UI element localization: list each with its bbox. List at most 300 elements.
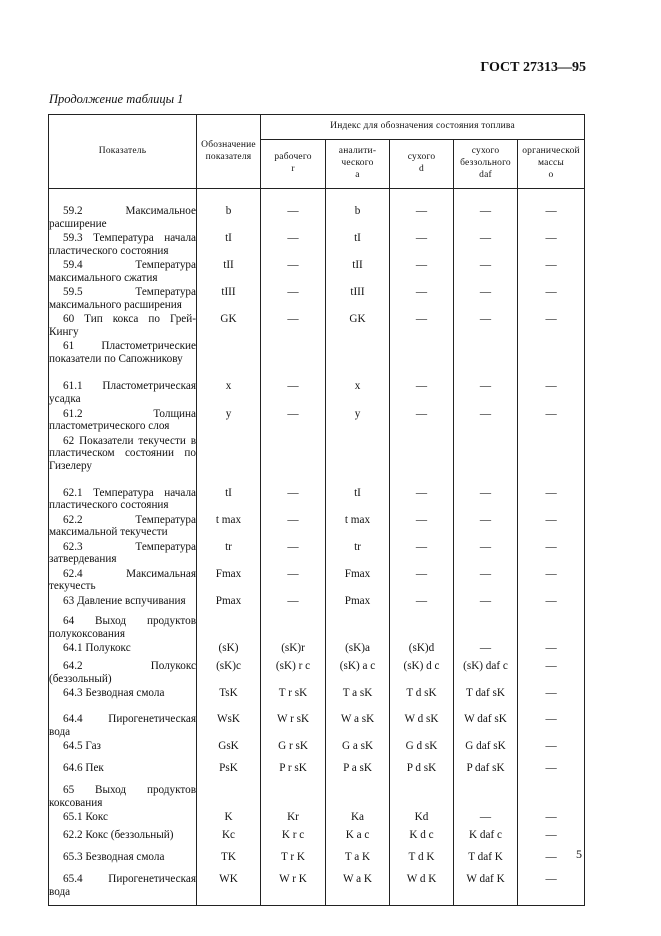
index-cell-daf xyxy=(454,487,518,514)
index-cell-daf xyxy=(454,642,518,660)
index-cell-a xyxy=(326,829,390,851)
cell-value: P a sK xyxy=(343,762,372,775)
designation-cell xyxy=(197,514,261,541)
cell-value: Kd xyxy=(414,811,429,824)
cell-value: P daf sK xyxy=(466,762,505,775)
indicator-cell xyxy=(49,435,197,487)
index-cell-r xyxy=(261,873,326,905)
index-cell-r xyxy=(261,829,326,851)
table-row xyxy=(49,541,585,568)
indicator-cell xyxy=(49,340,197,380)
index-cell-o xyxy=(518,642,585,660)
index-cell-a xyxy=(326,713,390,740)
cell-value: — xyxy=(415,313,428,326)
cell-value: — xyxy=(479,595,492,608)
index-cell-d xyxy=(390,568,454,595)
index-cell-a xyxy=(326,660,390,687)
index-cell-r xyxy=(261,435,326,487)
table-row xyxy=(49,259,585,286)
table-row xyxy=(49,514,585,541)
column-header-indicator: Показатель xyxy=(49,115,197,189)
cell-value: x xyxy=(354,380,361,393)
table-row xyxy=(49,642,585,660)
index-cell-o xyxy=(518,514,585,541)
cell-value: K r c xyxy=(281,829,305,842)
cell-value: Kr xyxy=(287,811,299,824)
index-cell-a xyxy=(326,687,390,713)
indicator-text: 65 Выход продуктов коксования xyxy=(49,784,196,809)
index-cell-daf xyxy=(454,313,518,340)
designation-cell xyxy=(197,205,261,232)
index-cell-o xyxy=(518,541,585,568)
index-cell-a xyxy=(326,313,390,340)
cell-value: tIII xyxy=(221,286,236,299)
cell-value: K daf c xyxy=(469,829,502,842)
cell-value: tI xyxy=(354,486,361,499)
index-cell-o xyxy=(518,851,585,873)
index-cell-d xyxy=(390,660,454,687)
cell-value: — xyxy=(545,595,557,608)
cell-value: — xyxy=(415,567,428,580)
index-cell-r xyxy=(261,408,326,435)
cell-value: W a sK xyxy=(340,713,375,726)
cell-value: — xyxy=(287,313,299,326)
cell-value: W r K xyxy=(279,873,307,886)
indicator-cell xyxy=(49,873,197,905)
cell-value: — xyxy=(545,829,557,842)
designation-cell xyxy=(197,595,261,615)
index-cell-daf xyxy=(454,762,518,784)
index-cell-a xyxy=(326,487,390,514)
indicator-cell xyxy=(49,784,197,811)
index-cell-a xyxy=(326,435,390,487)
cell-value: K xyxy=(224,811,233,824)
indicator-text: 62.2 Температура максимальной текучести xyxy=(49,513,196,539)
cell-value: Fmax xyxy=(344,567,371,580)
cell-value: — xyxy=(545,486,557,499)
table-row xyxy=(49,340,585,380)
index-cell-r xyxy=(261,740,326,762)
indicator-text: 62.1 Температура начала пластического состояния xyxy=(49,486,196,512)
indicator-text: 62.3 Температура затвердевания xyxy=(49,540,196,566)
indicator-cell xyxy=(49,660,197,687)
cell-value: — xyxy=(479,286,492,299)
index-cell-daf xyxy=(454,873,518,905)
designation-cell xyxy=(197,851,261,873)
indicator-cell xyxy=(49,851,197,873)
cell-value: — xyxy=(415,540,428,553)
cell-value: — xyxy=(287,259,299,272)
indicator-cell xyxy=(49,205,197,232)
index-cell-daf xyxy=(454,811,518,829)
indicator-cell xyxy=(49,286,197,313)
indicator-text: 62 Показатели текучести в пластическом состоянии по Гизелеру xyxy=(49,434,196,472)
index-cell-o xyxy=(518,687,585,713)
index-cell-a xyxy=(326,541,390,568)
designation-cell xyxy=(197,713,261,740)
cell-value: tIII xyxy=(350,286,365,299)
cell-value: — xyxy=(287,286,299,299)
table-row xyxy=(49,205,585,232)
index-cell-o xyxy=(518,286,585,313)
index-cell-o xyxy=(518,232,585,259)
cell-value: (sK) xyxy=(218,642,239,655)
index-cell-a xyxy=(326,232,390,259)
table-row xyxy=(49,286,585,313)
index-cell-d xyxy=(390,232,454,259)
state-name: органической массы xyxy=(522,146,580,169)
designation-cell xyxy=(197,660,261,687)
index-cell-a xyxy=(326,514,390,541)
index-cell-daf xyxy=(454,740,518,762)
indicator-text: 64.2 Полукокс (беззольный) xyxy=(49,660,196,685)
index-cell-d xyxy=(390,514,454,541)
index-cell-r xyxy=(261,851,326,873)
cell-value: G a sK xyxy=(341,740,374,753)
index-cell-o xyxy=(518,259,585,286)
cell-value: — xyxy=(545,513,557,526)
cell-value: — xyxy=(545,851,557,864)
table-row xyxy=(49,687,585,713)
cell-value: W d K xyxy=(406,873,437,886)
indicator-cell xyxy=(49,829,197,851)
cell-value: T d K xyxy=(408,851,435,864)
index-cell-r xyxy=(261,642,326,660)
index-cell-r xyxy=(261,286,326,313)
document-header: ГОСТ 27313—95 xyxy=(480,60,586,75)
indicator-cell xyxy=(49,232,197,259)
index-cell-d xyxy=(390,259,454,286)
designation-cell xyxy=(197,541,261,568)
indicator-text: 65.4 Пирогенетическая вода xyxy=(49,873,196,898)
designation-cell xyxy=(197,340,261,380)
designation-cell xyxy=(197,784,261,811)
index-cell-o xyxy=(518,873,585,905)
index-cell-daf xyxy=(454,232,518,259)
table-caption: Продолжение таблицы 1 xyxy=(49,92,184,106)
cell-value: — xyxy=(545,407,557,420)
cell-value: — xyxy=(545,740,557,753)
index-cell-r xyxy=(261,660,326,687)
index-cell-d xyxy=(390,642,454,660)
index-cell-r xyxy=(261,313,326,340)
cell-value: — xyxy=(415,407,428,420)
index-cell-d xyxy=(390,851,454,873)
cell-value: Pmax xyxy=(344,595,371,608)
index-cell-r xyxy=(261,487,326,514)
cell-value: — xyxy=(479,205,492,217)
column-header-state-o xyxy=(518,140,585,189)
index-cell-daf xyxy=(454,687,518,713)
cell-value: — xyxy=(287,595,299,608)
cell-value: tII xyxy=(223,259,234,272)
column-header-state-a xyxy=(326,140,390,189)
indicator-text: 63 Давление вспучивания xyxy=(63,595,186,608)
cell-value: — xyxy=(415,513,428,526)
designation-cell xyxy=(197,286,261,313)
cell-value: b xyxy=(225,205,232,217)
cell-value: — xyxy=(479,486,492,499)
index-cell-a xyxy=(326,205,390,232)
indicator-text: 64.5 Газ xyxy=(63,740,101,753)
designation-cell xyxy=(197,487,261,514)
cell-value: — xyxy=(545,380,557,393)
index-cell-o xyxy=(518,568,585,595)
table-row xyxy=(49,660,585,687)
cell-value: — xyxy=(415,205,428,217)
index-cell-r xyxy=(261,811,326,829)
index-cell-d xyxy=(390,380,454,407)
indicator-cell xyxy=(49,380,197,407)
table-row xyxy=(49,380,585,407)
cell-value: W daf sK xyxy=(464,713,507,726)
indicator-text: 61.2 Толщина пластометрического слоя xyxy=(49,407,196,433)
state-name: рабочего xyxy=(274,152,312,163)
index-cell-r xyxy=(261,340,326,380)
state-code: d xyxy=(419,164,424,174)
page-number: 5 xyxy=(576,847,582,861)
column-header-state-daf xyxy=(454,140,518,189)
cell-value: — xyxy=(287,513,299,526)
table-row xyxy=(49,740,585,762)
index-cell-a xyxy=(326,851,390,873)
index-cell-d xyxy=(390,615,454,642)
cell-value: (sK) a c xyxy=(339,660,376,673)
cell-value: — xyxy=(479,811,492,824)
table-row xyxy=(49,784,585,811)
index-cell-a xyxy=(326,595,390,615)
index-cell-o xyxy=(518,713,585,740)
index-cell-o xyxy=(518,340,585,380)
index-cell-d xyxy=(390,873,454,905)
index-cell-a xyxy=(326,286,390,313)
cell-value: tr xyxy=(225,540,232,553)
cell-value: — xyxy=(415,286,428,299)
cell-value: — xyxy=(479,513,492,526)
index-cell-d xyxy=(390,687,454,713)
table-row xyxy=(49,829,585,851)
cell-value: (sK) r c xyxy=(275,660,311,673)
cell-value: — xyxy=(415,486,428,499)
index-cell-o xyxy=(518,380,585,407)
column-header-index-group: Индекс для обозначения состояния топлива xyxy=(261,115,585,140)
index-cell-a xyxy=(326,408,390,435)
index-cell-daf xyxy=(454,286,518,313)
index-cell-daf xyxy=(454,541,518,568)
index-cell-r xyxy=(261,615,326,642)
index-cell-r xyxy=(261,687,326,713)
designation-cell xyxy=(197,873,261,905)
column-header-state-r xyxy=(261,140,326,189)
cell-value: — xyxy=(479,567,492,580)
cell-value: — xyxy=(415,232,428,245)
table-row xyxy=(49,313,585,340)
index-cell-o xyxy=(518,811,585,829)
index-cell-a xyxy=(326,259,390,286)
table-row xyxy=(49,487,585,514)
cell-value: (sK) daf c xyxy=(463,660,508,673)
cell-value: — xyxy=(545,232,557,245)
cell-value: Pmax xyxy=(215,595,242,608)
indicator-cell xyxy=(49,595,197,615)
index-cell-o xyxy=(518,487,585,514)
index-cell-r xyxy=(261,595,326,615)
cell-value: tII xyxy=(352,259,363,272)
index-cell-d xyxy=(390,595,454,615)
indicator-cell xyxy=(49,487,197,514)
indicator-cell xyxy=(49,541,197,568)
index-cell-daf xyxy=(454,408,518,435)
state-code: o xyxy=(548,169,554,180)
cell-value: WK xyxy=(219,873,238,886)
cell-value: y xyxy=(225,407,232,420)
cell-value: y xyxy=(354,407,361,420)
index-cell-a xyxy=(326,380,390,407)
indicator-text: 59.3 Температура начала пластического состояния xyxy=(49,232,196,257)
cell-value: W a K xyxy=(343,873,372,886)
index-cell-o xyxy=(518,435,585,487)
index-cell-d xyxy=(390,313,454,340)
state-name: сухого беззольного xyxy=(460,146,511,169)
cell-value: (sK)r xyxy=(281,642,305,655)
cell-value: — xyxy=(415,380,428,393)
cell-value: K d c xyxy=(409,829,434,842)
index-cell-daf xyxy=(454,568,518,595)
indicator-cell xyxy=(49,313,197,340)
index-cell-a xyxy=(326,340,390,380)
index-cell-o xyxy=(518,313,585,340)
cell-value: — xyxy=(479,380,492,393)
cell-value: GsK xyxy=(218,740,239,753)
cell-value: WsK xyxy=(217,713,240,726)
indicator-text: 59.4 Температура максимального сжатия xyxy=(49,259,196,284)
index-cell-daf xyxy=(454,784,518,811)
index-cell-daf xyxy=(454,340,518,380)
state-code: daf xyxy=(479,169,492,180)
cell-value: — xyxy=(545,313,557,326)
cell-value: — xyxy=(545,286,557,299)
index-cell-r xyxy=(261,205,326,232)
index-cell-d xyxy=(390,784,454,811)
cell-value: T d sK xyxy=(406,687,437,700)
indicator-text: 59.2 Максимальное расширение xyxy=(49,205,196,230)
index-cell-d xyxy=(390,811,454,829)
index-cell-a xyxy=(326,568,390,595)
index-cell-daf xyxy=(454,514,518,541)
index-cell-o xyxy=(518,408,585,435)
state-name: аналити-ческого xyxy=(338,146,377,169)
cell-value: — xyxy=(415,595,428,608)
cell-value: (sK) d c xyxy=(403,660,440,673)
index-cell-a xyxy=(326,784,390,811)
index-cell-o xyxy=(518,740,585,762)
cell-value: Fmax xyxy=(215,567,242,580)
index-cell-a xyxy=(326,615,390,642)
table-row xyxy=(49,615,585,642)
index-cell-r xyxy=(261,541,326,568)
state-name: сухого xyxy=(407,152,436,163)
table-row xyxy=(49,408,585,435)
cell-value: — xyxy=(545,687,557,700)
index-cell-daf xyxy=(454,660,518,687)
index-cell-a xyxy=(326,740,390,762)
table-row xyxy=(49,232,585,259)
cell-value: (sK)a xyxy=(345,642,370,655)
indicator-cell xyxy=(49,740,197,762)
index-cell-d xyxy=(390,408,454,435)
index-cell-o xyxy=(518,615,585,642)
cell-value: b xyxy=(354,205,361,217)
index-cell-o xyxy=(518,595,585,615)
cell-value: — xyxy=(545,540,557,553)
indicator-text: 65.1 Кокс xyxy=(63,811,108,824)
designation-cell xyxy=(197,232,261,259)
index-cell-daf xyxy=(454,615,518,642)
cell-value: T daf K xyxy=(468,851,503,864)
table-row xyxy=(49,851,585,873)
cell-value: T daf sK xyxy=(466,687,505,700)
cell-value: — xyxy=(545,567,557,580)
index-cell-daf xyxy=(454,851,518,873)
cell-value: tI xyxy=(225,486,232,499)
index-cell-a xyxy=(326,873,390,905)
cell-value: x xyxy=(225,380,232,393)
cell-value: TK xyxy=(221,851,236,864)
index-cell-o xyxy=(518,660,585,687)
cell-value: — xyxy=(479,642,492,655)
cell-value: (sK)c xyxy=(216,660,241,673)
cell-value: — xyxy=(545,259,557,272)
index-cell-daf xyxy=(454,435,518,487)
index-cell-daf xyxy=(454,205,518,232)
cell-value: W daf K xyxy=(466,873,505,886)
cell-value: (sK)d xyxy=(408,642,435,655)
table-row xyxy=(49,873,585,905)
indicator-text: 59.5 Температура максимального расширения xyxy=(49,286,196,311)
index-cell-o xyxy=(518,205,585,232)
cell-value: — xyxy=(545,873,557,886)
index-cell-o xyxy=(518,762,585,784)
indicator-text: 64.3 Безводная смола xyxy=(63,687,165,700)
index-cell-d xyxy=(390,487,454,514)
indicator-text: 61 Пластометрические показатели по Сапожникову xyxy=(49,340,196,366)
designation-cell xyxy=(197,811,261,829)
indicator-cell xyxy=(49,811,197,829)
cell-value: Kc xyxy=(221,829,236,842)
index-cell-d xyxy=(390,762,454,784)
cell-value: GK xyxy=(220,313,237,326)
indicator-text: 64.1 Полукокс xyxy=(63,642,131,655)
indicator-text: 64.6 Пек xyxy=(63,762,104,775)
cell-value: — xyxy=(479,313,492,326)
index-cell-r xyxy=(261,713,326,740)
cell-value: — xyxy=(545,642,557,655)
designation-cell xyxy=(197,829,261,851)
indicator-cell xyxy=(49,762,197,784)
index-cell-r xyxy=(261,514,326,541)
cell-value: G daf sK xyxy=(465,740,506,753)
cell-value: — xyxy=(479,232,492,245)
index-cell-daf xyxy=(454,259,518,286)
cell-value: TsK xyxy=(219,687,238,700)
cell-value: tI xyxy=(354,232,361,245)
cell-value: K a c xyxy=(345,829,370,842)
indicator-cell xyxy=(49,713,197,740)
column-header-designation: Обозначение показателя xyxy=(197,115,261,189)
index-cell-o xyxy=(518,829,585,851)
index-cell-a xyxy=(326,762,390,784)
cell-value: — xyxy=(545,205,557,217)
